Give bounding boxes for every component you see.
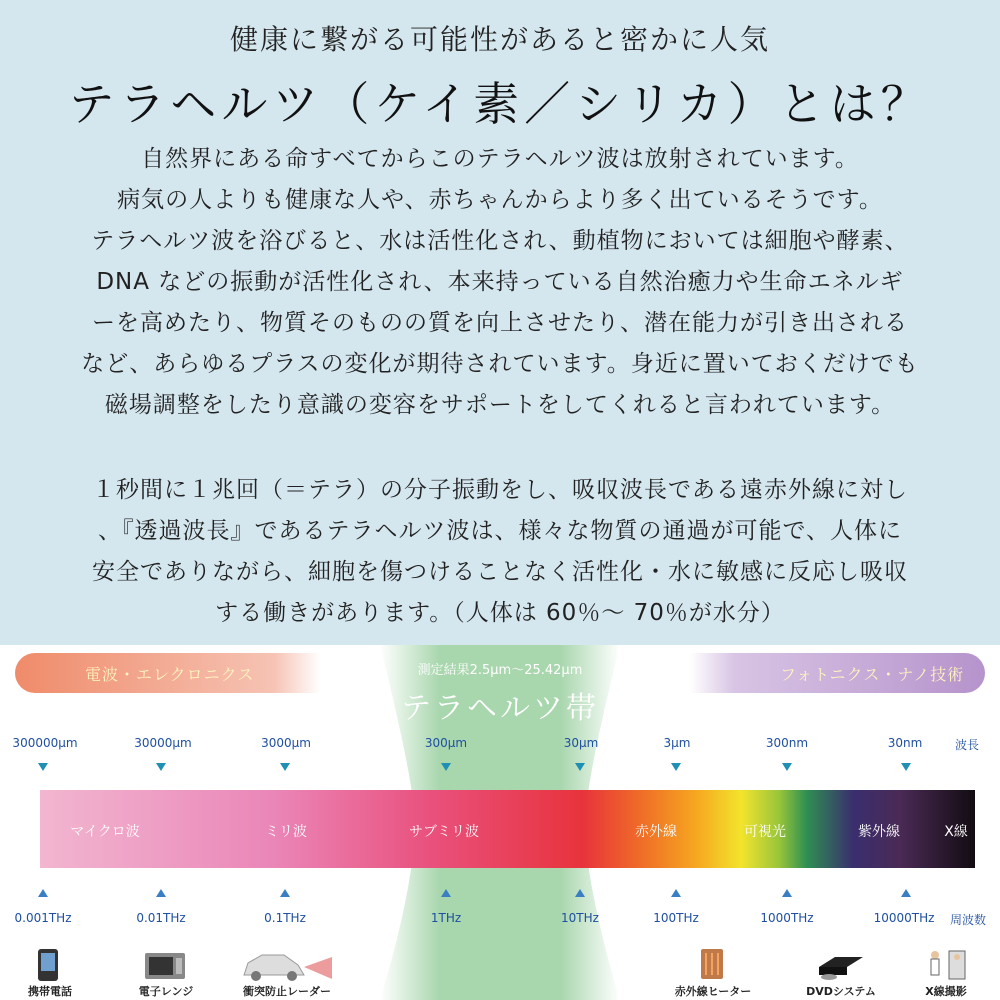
car-radar-icon [240,947,335,983]
photonics-band [690,653,985,693]
paragraph-2 [20,470,980,634]
spectrum-label: 紫外線 [858,824,900,840]
frequency-tick: 0.001THz [14,911,72,925]
down-arrow-icon [280,763,290,771]
spectrum-label: ミリ波 [265,824,307,840]
spectrum-label: 可視光 [744,824,786,840]
wavelength-tick: 300000µm [12,736,78,750]
paragraph-line: ーを高めたり、物質そのものの質を向上させたり、潜在能力が引き出される [92,310,908,336]
frequency-tick: 100THz [653,911,699,925]
measurement-label: 測定結果2.5µm〜25.42µm [417,663,583,678]
microwave-icon [143,947,187,983]
subtitle: 健康に繋がる可能性があると密かに人気 [229,23,770,56]
paragraph-line: 安全でありながら、細胞を傷つけることなく活性化・水に敏感に反応し吸収 [92,559,908,585]
up-arrow-icon [671,889,681,897]
wavelength-tick: 300nm [765,736,809,750]
paragraph-line: 、『透過波長』であるテラヘルツ波は、様々な物質の通過が可能で、人体に [97,518,903,544]
down-arrow-icon [441,763,451,771]
paragraph-line: テラヘルツ波を浴びると、水は活性化され、動植物においては細胞や酵素、 [91,228,909,254]
paragraph-line: 病気の人よりも健康な人や、赤ちゃんからより多く出ているそうです。 [117,187,883,213]
device-label: X線撮影 [925,985,967,998]
wavelength-tick: 30µm [563,736,599,750]
terahertz-band-label: テラヘルツ帯 [401,691,599,726]
down-arrow-icon [782,763,792,771]
down-arrow-icon [901,763,911,771]
infrared-heater-icon [697,947,727,983]
frequency-tick: 10000THz [873,911,935,925]
paragraph-line: 磁場調整をしたり意識の変容をサポートをしてくれると言われています。 [104,392,896,418]
paragraph-1 [20,139,980,426]
wavelength-tick: 300µm [424,736,468,750]
spectrum-label: サブミリ波 [409,824,479,840]
up-arrow-icon [441,889,451,897]
electronics-band-label: 電波・エレクロニクス [85,665,255,684]
device-label: 携帯電話 [28,985,72,998]
device-label: 電子レンジ [138,985,194,998]
device-label: 衝突防止レーダー [243,985,331,998]
paragraph-line: １秒間に１兆回（＝テラ）の分子振動をし、吸収波長である遠赤外線に対し [92,477,908,503]
up-arrow-icon [901,889,911,897]
spectrum-label: マイクロ波 [70,824,140,840]
dvd-system-icon [815,947,865,983]
down-arrow-icon [156,763,166,771]
electronics-band [15,653,320,693]
spectrum-label: X線 [944,824,968,840]
device-label: DVDシステム [806,985,876,998]
page-title: テラヘルツ（ケイ素／シリカ）とは？ [68,77,932,131]
up-arrow-icon [38,889,48,897]
frequency-tick: 0.1THz [264,911,306,925]
paragraph-line: DNA などの振動が活性化され、本来持っている自然治癒力や生命エネルギ [96,269,904,295]
down-arrow-icon [575,763,585,771]
spectrum-diagram [0,645,1000,1000]
up-arrow-icon [575,889,585,897]
mobile-phone-icon [32,947,66,983]
wavelength-tick: 3000µm [261,736,311,750]
frequency-axis-label: 周波数 [949,913,987,927]
xray-icon [925,947,970,983]
up-arrow-icon [280,889,290,897]
down-arrow-icon [38,763,48,771]
frequency-tick: 1THz [430,911,462,925]
wavelength-tick: 3µm [663,736,691,750]
up-arrow-icon [156,889,166,897]
down-arrow-icon [671,763,681,771]
up-arrow-icon [782,889,792,897]
paragraph-line: 自然界にある命すべてからこのテラヘルツ波は放射されています。 [141,146,859,172]
wavelength-axis-label: 波長 [954,738,980,752]
frequency-tick: 10THz [561,911,599,925]
paragraph-line: する働きがあります。（人体は 60％～ 70％が水分） [215,600,785,626]
frequency-tick: 1000THz [760,911,814,925]
frequency-tick: 0.01THz [136,911,186,925]
wavelength-tick: 30nm [887,736,923,750]
spectrum-label: 赤外線 [635,824,677,840]
paragraph-line: など、あらゆるプラスの変化が期待されています。身近に置いておくだけでも [81,351,919,377]
wavelength-tick: 30000µm [134,736,192,750]
photonics-band-label: フォトニクス・ナノ技術 [780,665,965,684]
spectrum-bar [40,790,975,868]
device-label: 赤外線ヒーター [674,985,752,998]
